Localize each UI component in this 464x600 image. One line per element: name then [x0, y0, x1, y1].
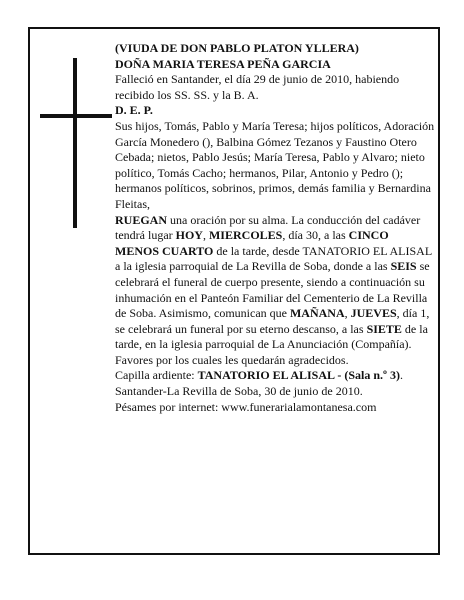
deceased-name: DOÑA MARIA TERESA PEÑA GARCIA: [115, 56, 331, 71]
cross-vertical-bar: [73, 58, 77, 228]
tomorrow-word: MAÑANA: [289, 306, 345, 321]
obituary-text: [115, 41, 435, 415]
today-word: HOY: [175, 228, 203, 243]
chapel-label: Capilla ardiente:: [115, 368, 198, 383]
text-span: de la tarde, desde TANATORIO EL ALISAL a la iglesia parroquial de La Revilla de Soba, donde a las: [115, 243, 432, 274]
mass-time: SIETE: [366, 321, 402, 336]
chapel-location: TANATORIO EL ALISAL - (Sala n.º 3): [197, 368, 400, 383]
thursday-word: JUEVES: [350, 306, 397, 321]
funeral-time: SEIS: [390, 259, 417, 274]
death-statement: Falleció en Santander, el día 29 de junio de 2010, habiendo recibido los SS. SS. y la B. A.: [115, 72, 400, 102]
text-span: ,: [344, 306, 351, 321]
family-list: Sus hijos, Tomás, Pablo y María Teresa; hijos políticos, Adoración García Monedero (), Balbina Gómez Tezanos y Faustino Otero Cebada; nietos, Pablo Jesús; María Teresa, Pablo y Alvaro; nieto político, Tomás Cacho; hermanos, Pilar, Antonio y Pedro (); hermanos políticos, sobrinos, primos, demás familia y Bernardina Fleitas,: [115, 118, 435, 211]
text-span: de la tarde, en la iglesia parroquial de La Anunciación (Compañía). Favores por los cuales les quedarán agradecidos.: [115, 321, 428, 367]
text-span: , día 30, a las: [282, 228, 349, 243]
text-span: , día 1, se celebrará un funeral por su eterno descanso, a las: [115, 306, 430, 336]
condolences-line: Pésames por internet: www.funerarialamontanesa.com: [115, 399, 377, 414]
service-paragraph: [115, 213, 435, 369]
procession-time: CINCO MENOS CUARTO: [115, 228, 389, 258]
text-span: una oración por su alma. La conducción del cadáver tendrá lugar: [115, 212, 421, 243]
chapel-end: .: [400, 368, 403, 383]
ruegan-word: RUEGAN: [115, 212, 168, 227]
text-span: ,: [202, 228, 209, 243]
obituary-frame: [28, 27, 440, 555]
wednesday-word: MIERCOLES: [208, 228, 283, 243]
widow-heading: (VIUDA DE DON PABLO PLATON YLLERA): [115, 41, 359, 55]
chapel-line: [115, 368, 435, 384]
rip-line: D. E. P.: [115, 103, 153, 118]
cross-horizontal-bar: [40, 114, 112, 118]
cross-icon: [40, 58, 112, 228]
place-and-date: Santander-La Revilla de Soba, 30 de junio de 2010.: [115, 384, 363, 399]
text-span: se celebrará el funeral de cuerpo presente, siendo a continuación su inhumación en el Panteón Familiar del Cementerio de La Revilla de Soba. Asimismo, comunican que: [115, 259, 430, 321]
